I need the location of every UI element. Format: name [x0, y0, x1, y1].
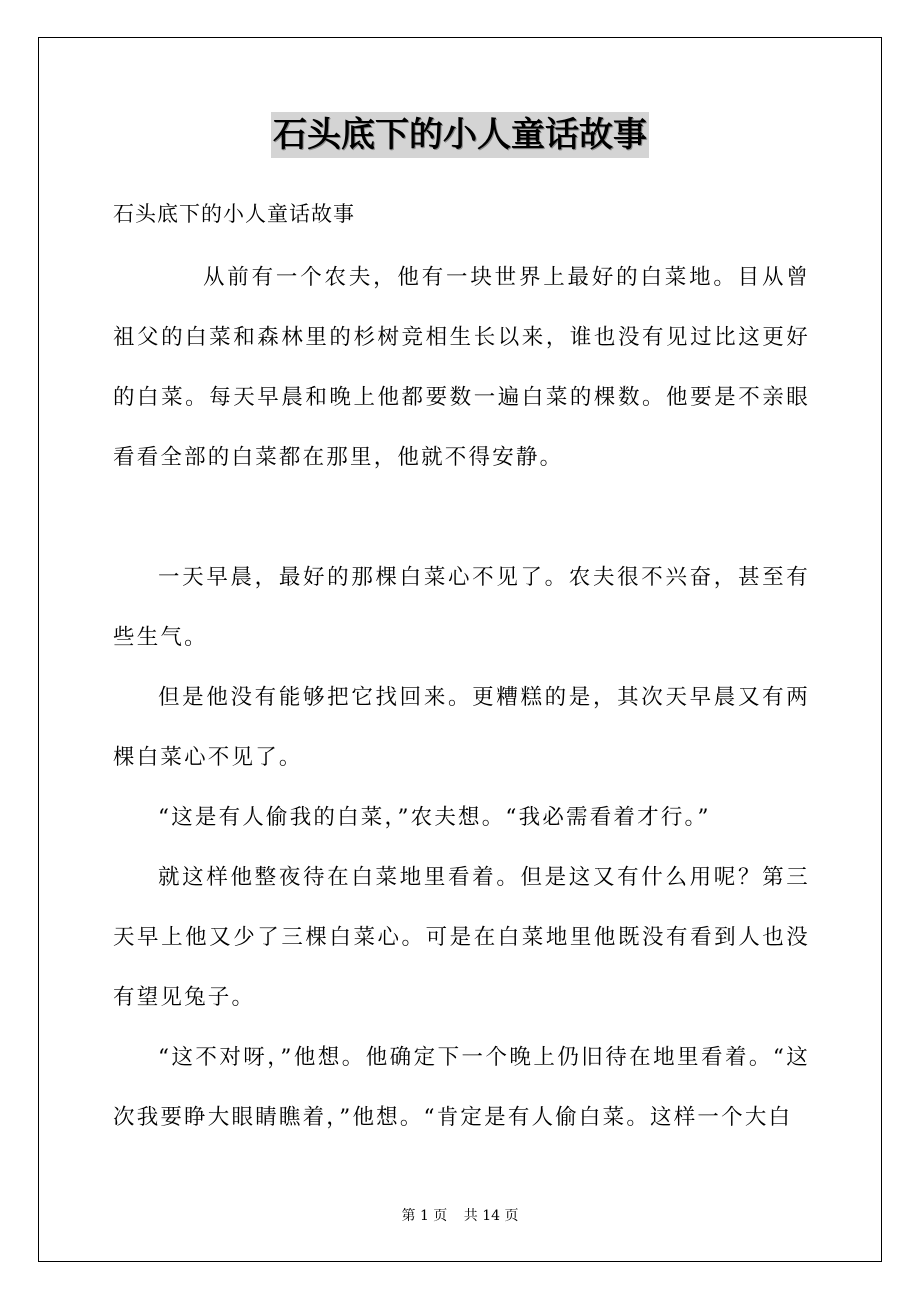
paragraph: “这是有人偷我的白菜，”农夫想。“我必需看着才行。”	[158, 805, 711, 830]
paragraph: “这不对呀，”他想。他确定下一个晚上仍旧待在地里看着。“这次我要睁大眼睛瞧着，”他想。“肯定是有人偷白菜。这样一个大白	[113, 1045, 810, 1130]
paragraph: 从前有一个农夫，他有一块世界上最好的白菜地。目从曾祖父的白菜和森林里的杉树竞相生长以来，谁也没有见过比这更好的白菜。每天早晨和晚上他都要数一遍白菜的棵数。他要是不亲眼看看全部的白菜都在那里，他就不得安静。	[113, 265, 810, 470]
paragraph: 就这样他整夜待在白菜地里看着。但是这又有什么用呢？第三天早上他又少了三棵白菜心。可是在白菜地里他既没有看到人也没有望见兔子。	[113, 865, 810, 1010]
page-total: 共 14 页	[463, 1208, 519, 1224]
page-number: 第 1 页	[401, 1208, 448, 1224]
page-footer	[0, 1206, 920, 1226]
paragraph: 一天早晨，最好的那棵白菜心不见了。农夫很不兴奋，甚至有些生气。	[113, 565, 810, 650]
paragraph: 但是他没有能够把它找回来。更糟糕的是，其次天早晨又有两棵白菜心不见了。	[113, 685, 810, 770]
document-title: 石头底下的小人童话故事	[271, 112, 649, 158]
document-body	[113, 248, 810, 1148]
title-container	[0, 112, 920, 158]
document-subtitle: 石头底下的小人童话故事	[113, 202, 355, 226]
